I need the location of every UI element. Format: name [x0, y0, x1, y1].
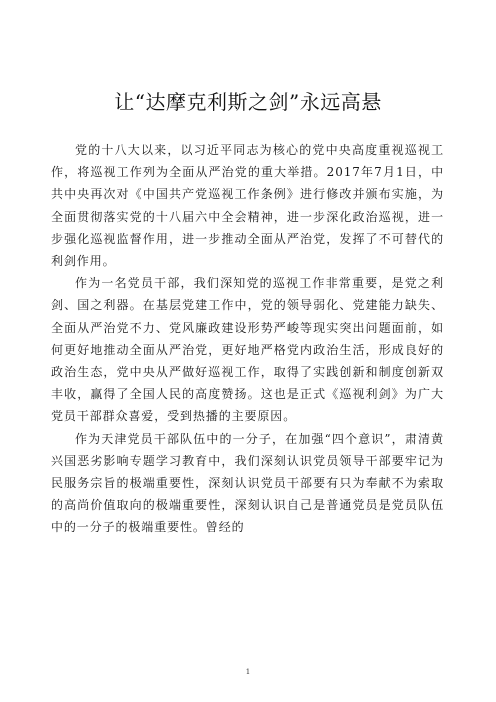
paragraph-1: 党的十八大以来，以习近平同志为核心的党中央高度重视巡视工作，将巡视工作列为全面从严治党的重大举措。2017年7月1日，中共中央再次对《中国共产党巡视工作条例》进行修改并颁布实施，为全面贯彻落实党的十八届六中全会精神，进一步深化政治巡视，进一步强化巡视监督作用，进一步推动全面从严治党，发挥了不可替代的利剑作用。: [51, 143, 444, 269]
paragraph-3: 作为天津党员干部队伍中的一分子，在加强“四个意识”，肃清黄兴国恶劣影响专题学习教育中，我们深刻认识党员领导干部要牢记为民服务宗旨的极端重要性，深刻认识党员干部要有只为奉献不为索取的高尚价值取向的极端重要性，深刻认识自己是普通党员是党员队伍中的一分子的极端重要性。曾经的: [51, 431, 444, 535]
page-number: 1: [245, 668, 251, 676]
document-body: [51, 139, 444, 539]
paragraph-2: 作为一名党员干部，我们深知党的巡视工作非常重要，是党之利剑、国之利器。在基层党建工作中，党的领导弱化、党建能力缺失、全面从严治党不力、党风廉政建设形势严峻等现实突出问题面前，如何更好地推动全面从严治党，更好地严格党内政治生活，形成良好的政治生态，党中央从严做好巡视工作，取得了实践创新和制度创新双丰收，赢得了全国人民的高度赞扬。这也是正式《巡视利剑》为广大党员干部群众喜爱，受到热播的主要原因。: [51, 276, 444, 424]
document-title: 让“达摩克利斯之剑”永远高悬: [114, 90, 382, 114]
